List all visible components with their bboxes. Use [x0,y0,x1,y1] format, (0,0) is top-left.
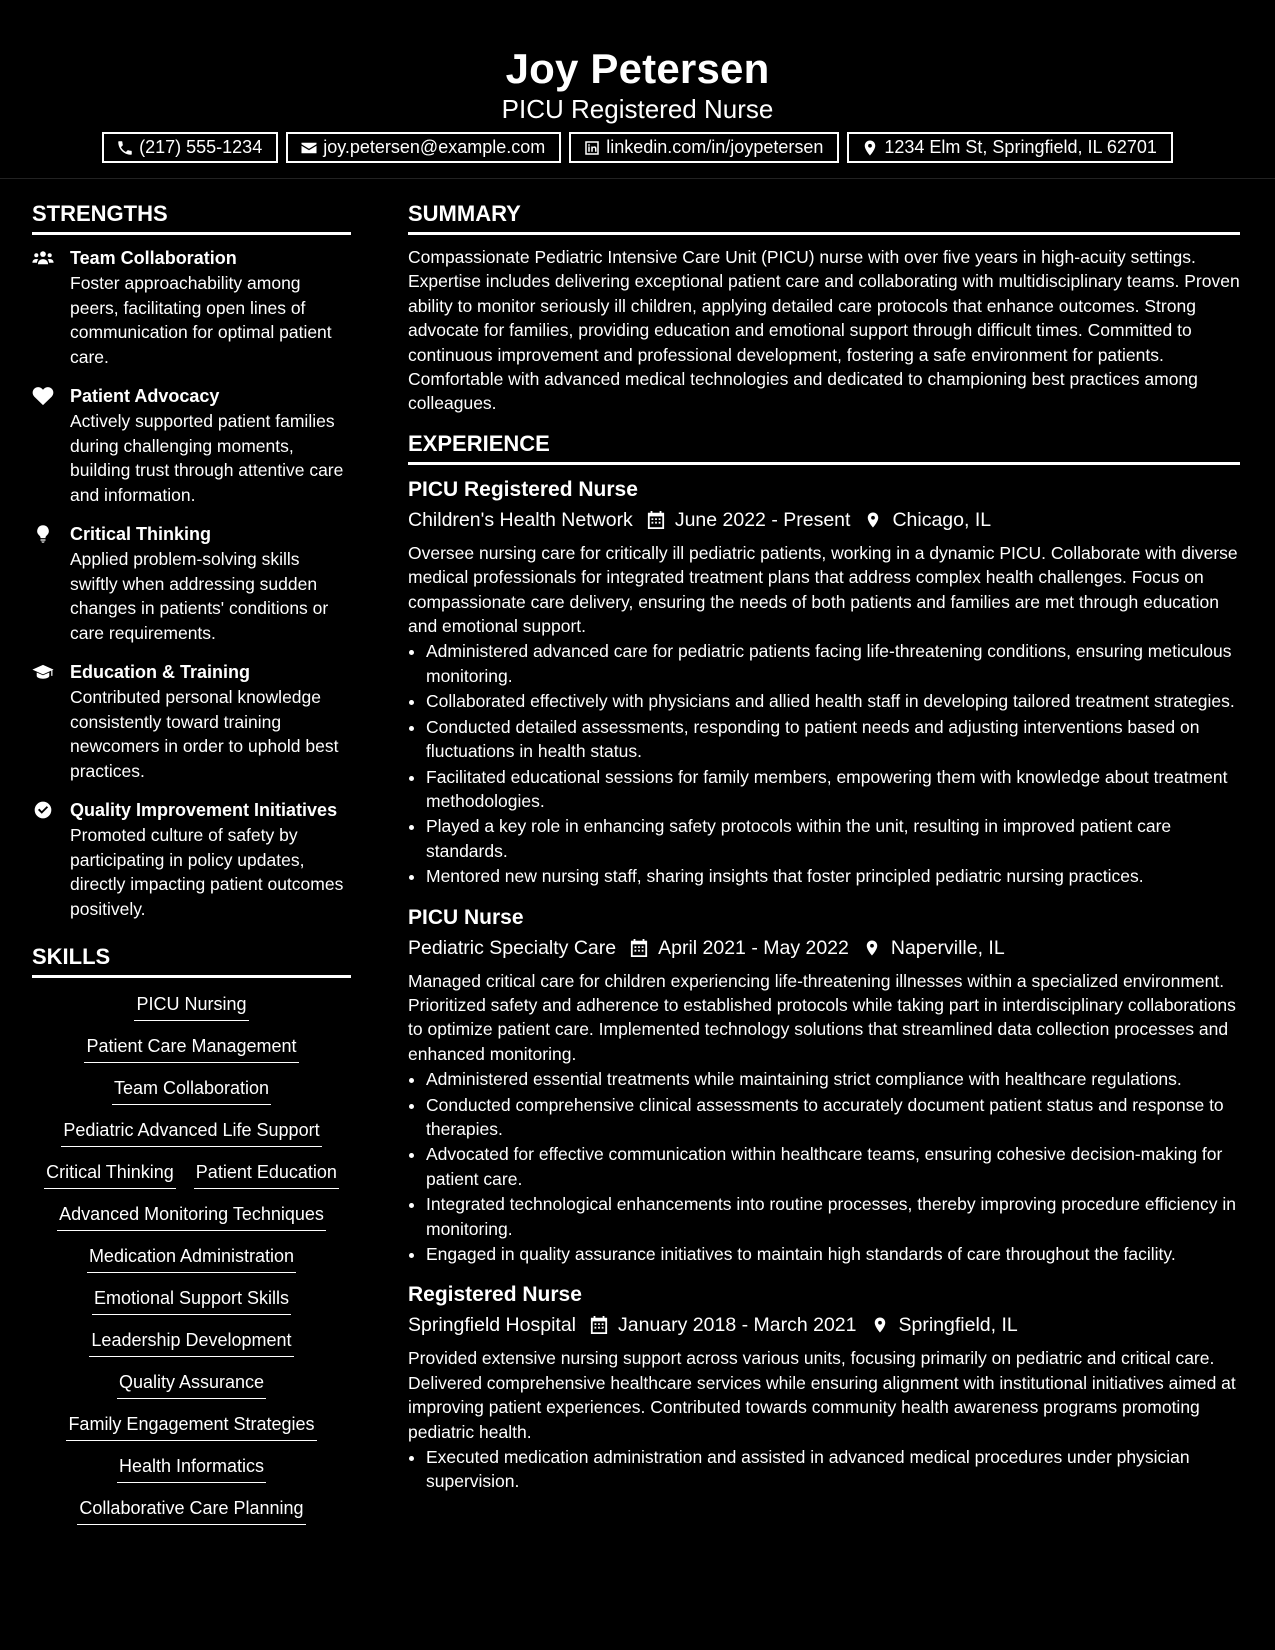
location-icon [864,510,882,530]
skill-tag: Advanced Monitoring Techniques [57,1202,326,1231]
check-circle-icon [32,800,54,820]
job-bullet: • Advocated for effective communication within healthcare teams, ensuring cohesive decision-making for patient care. [426,1142,1240,1191]
calendar-icon [590,1315,608,1335]
strength-title: Quality Improvement Initiatives [70,800,338,820]
skill-tag: Critical Thinking [44,1160,176,1189]
strength-title: Critical Thinking [70,524,212,544]
contact-email-text: joy.petersen@example.com [323,137,546,157]
strength-title: Team Collaboration [70,248,237,268]
contact-address[interactable] [847,132,1173,163]
job-bullet: • Conducted comprehensive clinical assessments to accurately document patient status and response to therapies. [426,1093,1240,1142]
job-bullet: • Administered essential treatments while maintaining strict compliance with healthcare regulations. [426,1067,1240,1091]
resume-header [0,0,1275,179]
strength-title: Patient Advocacy [70,386,220,406]
skill-tag: Leadership Development [89,1328,293,1357]
job-bullets [408,639,1240,888]
skill-tag: Team Collaboration [112,1076,271,1105]
job-bullets [408,1067,1240,1266]
strength-desc: Promoted culture of safety by participating in policy updates, directly impacting patient outcomes positively. [70,825,344,919]
job-company: Children's Health Network [408,508,633,531]
email-icon [300,139,318,157]
job-dates: January 2018 - March 2021 [618,1314,857,1337]
job-bullet: • Collaborated effectively with physicians and allied health staff in developing tailored treatment strategies. [426,689,1240,713]
job-location: Naperville, IL [890,936,1005,959]
job-title: PICU Registered Nurse [408,477,638,501]
contact-phone-text: (217) 555-1234 [139,137,263,157]
job-bullet: • Administered advanced care for pediatric patients facing life-threatening conditions, ensuring meticulous monitoring. [426,639,1240,688]
strength-item [32,797,351,921]
strength-title: Education & Training [70,662,251,682]
job-meta [408,1310,1240,1340]
job-meta [408,505,1240,535]
strengths-heading: STRENGTHS [32,200,351,235]
summary-heading: SUMMARY [408,200,1240,235]
skills-list [32,988,351,1525]
skill-tag: Emotional Support Skills [92,1286,291,1315]
job-title: PICU Nurse [408,905,524,929]
strength-item [32,659,351,783]
graduation-cap-icon [32,662,54,682]
skill-tag: Collaborative Care Planning [77,1496,305,1525]
heart-icon [32,386,54,406]
candidate-role: PICU Registered Nurse [501,94,774,124]
calendar-icon [630,938,648,958]
job-entry [408,475,1240,889]
contact-phone[interactable] [102,132,278,163]
linkedin-icon [583,139,601,157]
contact-linkedin[interactable] [569,132,839,163]
candidate-name: Joy Petersen [505,45,770,92]
skill-tag: Quality Assurance [117,1370,266,1399]
users-icon [32,248,54,268]
location-icon [871,1315,889,1335]
job-bullet: • Executed medication administration and assisted in advanced medical procedures under physician supervision. [426,1445,1240,1494]
strength-desc: Foster approachability among peers, facilitating open lines of communication for optimal patient care. [70,273,332,367]
strength-item [32,521,351,645]
skill-tag: Family Engagement Strategies [66,1412,316,1441]
strength-desc: Actively supported patient families during challenging moments, building trust through attentive care and information. [70,411,344,505]
left-column [32,200,351,1525]
contact-address-text: 1234 Elm St, Springfield, IL 62701 [884,137,1157,157]
skill-tag: Patient Education [194,1160,339,1189]
strength-desc: Contributed personal knowledge consistently toward training newcomers in order to uphold best practices. [70,687,339,781]
job-bullet: • Engaged in quality assurance initiatives to maintain high standards of care throughout the facility. [426,1242,1240,1266]
job-company: Pediatric Specialty Care [408,936,617,959]
strength-desc: Applied problem-solving skills swiftly when addressing sudden changes in patients' conditions or care requirements. [70,549,329,643]
job-description: Provided extensive nursing support across various units, focusing primarily on pediatric and critical care. Delivered comprehensive healthcare services while ensuring alignment with institutional initiatives aimed at improving patient experiences. Contributed towards community health awareness programs promoting pediatric health. [408,1348,1236,1442]
job-meta [408,933,1240,963]
calendar-icon [647,510,665,530]
skill-tag: Pediatric Advanced Life Support [61,1118,321,1147]
job-dates: June 2022 - Present [674,508,851,531]
phone-icon [116,139,134,157]
job-entry [408,1280,1240,1493]
job-bullet: • Integrated technological enhancements into routine processes, thereby improving procedure efficiency in monitoring. [426,1192,1240,1241]
contact-bar [0,132,1275,163]
lightbulb-icon [32,524,54,544]
job-bullet: • Conducted detailed assessments, responding to patient needs and adjusting interventions based on fluctuations in health status. [426,715,1240,764]
skill-tag: Patient Care Management [84,1034,298,1063]
contact-email[interactable] [286,132,561,163]
job-location: Chicago, IL [892,508,992,531]
skill-tag: Health Informatics [117,1454,266,1483]
job-title: Registered Nurse [408,1283,582,1307]
job-description: Managed critical care for children experiencing life-threatening illnesses within a specialized environment. Prioritized safety and adherence to established protocols while taking part in interdisciplinary collaborations to optimize patient care. Implemented technology solutions that streamlined data collection processes and enhanced monitoring. [408,970,1236,1064]
job-bullet: • Played a key role in enhancing safety protocols within the unit, resulting in improved patient care standards. [426,814,1240,863]
skill-tag: PICU Nursing [134,992,248,1021]
job-bullet: • Facilitated educational sessions for family members, empowering them with knowledge about treatment methodologies. [426,765,1240,814]
right-column [408,200,1240,1495]
job-bullet: • Mentored new nursing staff, sharing insights that foster principled pediatric nursing practices. [426,864,1240,888]
skills-heading: SKILLS [32,943,351,978]
strength-item [32,383,351,507]
location-icon [861,139,879,157]
location-icon [863,938,881,958]
job-dates: April 2021 - May 2022 [658,936,849,959]
job-bullets [408,1445,1240,1494]
contact-linkedin-text: linkedin.com/in/joypetersen [606,137,824,157]
summary-text: Compassionate Pediatric Intensive Care Unit (PICU) nurse with over five years in high-acuity settings. Expertise includes delivering exceptional patient care and collaborating with multidisciplinary teams. Proven ability to monitor seriously ill children, applying detailed care protocols that enhance outcomes. Strong advocate for families, providing education and emotional support through difficult times. Committed to continuous improvement and professional development, fostering a safe environment for patients. Comfortable with advanced medical technologies and dedicated to championing best practices among colleagues. [408,247,1240,414]
job-location: Springfield, IL [898,1314,1018,1337]
skill-tag: Medication Administration [87,1244,296,1273]
strength-item [32,245,351,369]
experience-heading: EXPERIENCE [408,430,1240,465]
job-entry [408,903,1240,1267]
job-description: Oversee nursing care for critically ill pediatric patients, working in a dynamic PICU. Collaborate with diverse medical professionals for integrated treatment plans that address complex health challenges. Focus on compassionate care delivery, ensuring the needs of both patients and families are met through education and emotional support. [408,542,1238,637]
job-company: Springfield Hospital [408,1314,577,1337]
